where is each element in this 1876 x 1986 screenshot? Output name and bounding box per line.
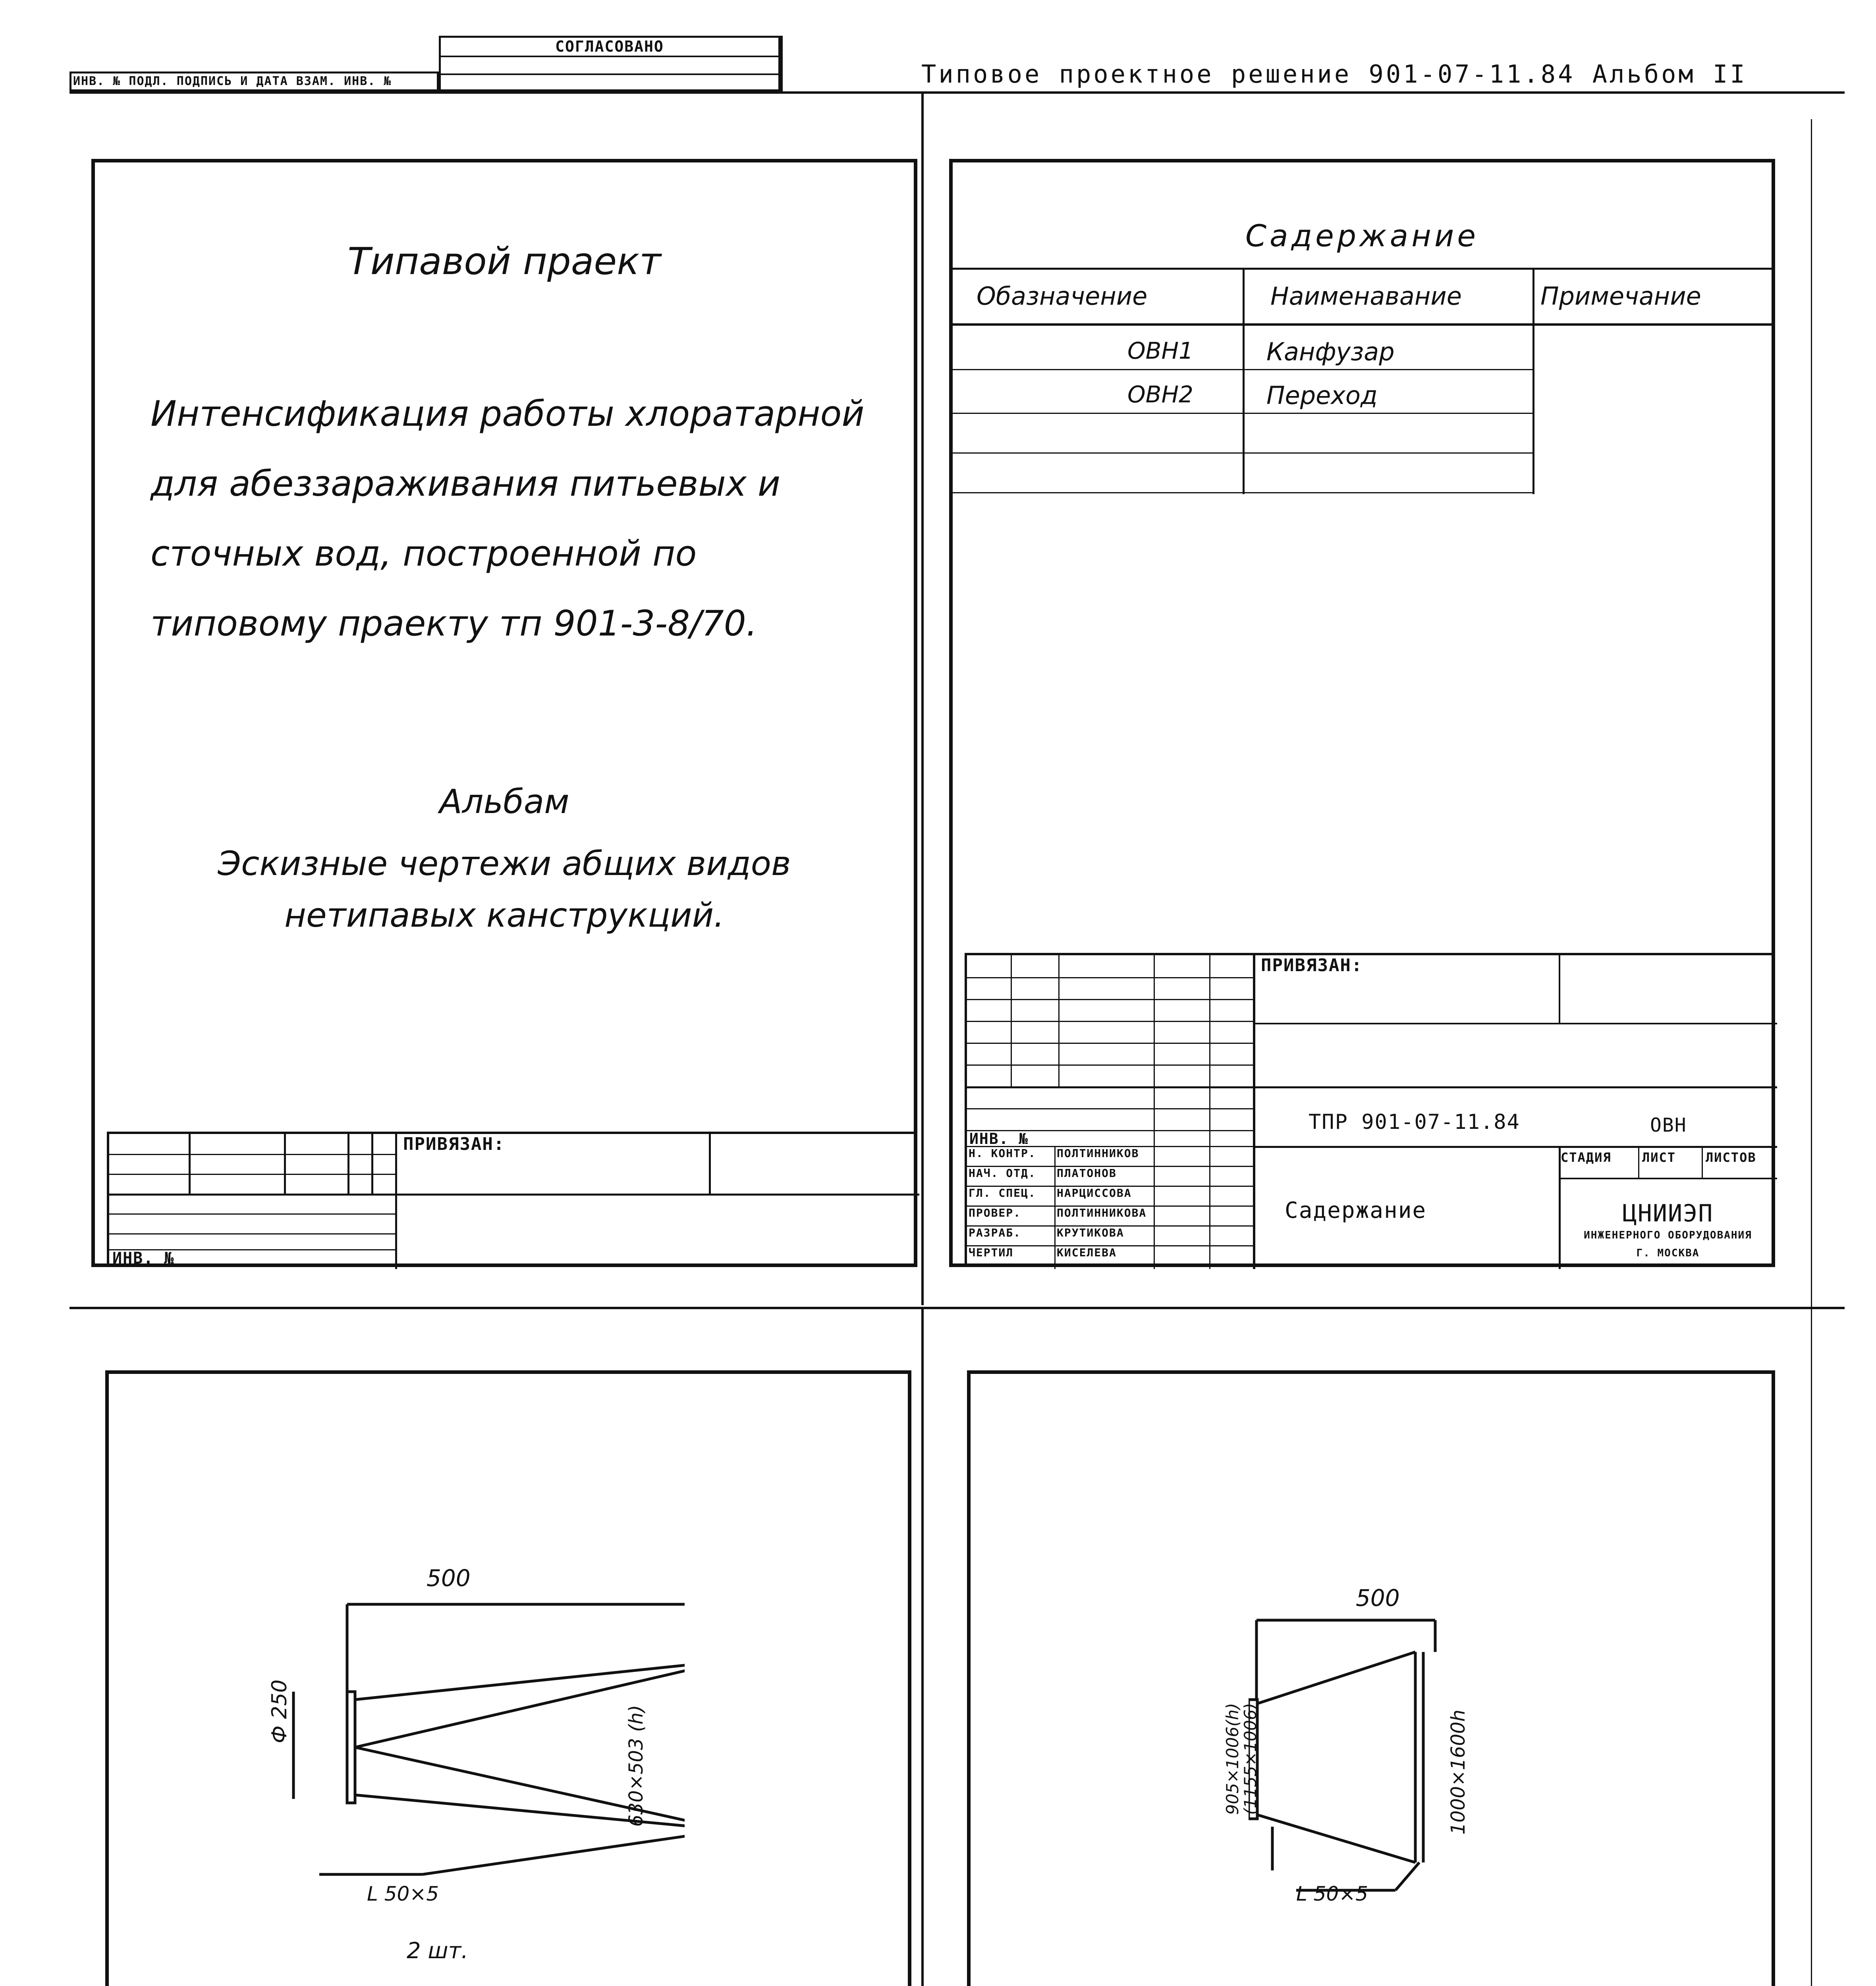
privyazan-label: ПРИВЯЗАН: [403, 1134, 505, 1154]
signer-role: НАЧ. ОТД. [969, 1167, 1036, 1180]
signer-role: ГЛ. СПЕЦ. [969, 1186, 1036, 1200]
konfuzor-qty: 2 шт. [407, 1938, 469, 1964]
signer-role: ПРОВЕР. [969, 1206, 1021, 1219]
konfuzor-sheet-frame [105, 1370, 911, 1986]
signer-role: Н. КОНТР. [969, 1147, 1036, 1160]
album-label: Альбам [439, 782, 569, 821]
page-top-title: Типовое проектное решение 901-07-11.84 Альбом II [921, 60, 1747, 89]
album-desc-line: нетипавых канструкций. [284, 896, 724, 935]
row-name: Канфузар [1266, 337, 1395, 366]
stage-col: СТАДИЯ [1561, 1150, 1612, 1165]
perekhod-drawing [1249, 1573, 1527, 1930]
project-label: Типавой праект [347, 240, 661, 283]
perekhod-dim-left: 905×1006(h) [1223, 1703, 1242, 1815]
row-code: ОВН2 [1127, 381, 1193, 408]
sheet-code: ОВН [1650, 1114, 1687, 1136]
doc-code: ТПР 901-07-11.84 [1309, 1110, 1520, 1134]
album-desc-line: Эскизные чертежи абщих видов [218, 844, 791, 883]
signers-list [969, 1147, 1211, 1266]
sheet-name: Садержание [1285, 1198, 1427, 1223]
privyazan-label: ПРИВЯЗАН: [1261, 955, 1363, 976]
signer-name: ПЛАТОНОВ [1057, 1167, 1117, 1180]
contents-sheet-frame [949, 159, 1775, 1267]
column-header: Наименавание [1270, 282, 1462, 311]
stage-col: ЛИСТОВ [1706, 1150, 1756, 1165]
signer-name: ПОЛТИННИКОВА [1057, 1206, 1147, 1219]
row-code: ОВН1 [1127, 337, 1193, 364]
signer-role: ЧЕРТИЛ [969, 1246, 1014, 1259]
org-subtitle: ИНЖЕНЕРНОГО ОБОРУДОВАНИЯ [1584, 1229, 1752, 1241]
perekhod-dim-right: 1000×1600h [1447, 1710, 1469, 1835]
description-line: сточных вод, построенной по [151, 533, 697, 574]
soglasovano-label: СОГЛАСОВАНО [555, 38, 664, 55]
soglasovano-box [439, 36, 780, 91]
column-header: Обазначение [977, 282, 1148, 311]
row-name: Переход [1266, 381, 1378, 410]
project-description [151, 379, 865, 659]
album-description [95, 838, 914, 941]
description-line: Интенсификация работы хлоратарной [151, 393, 865, 434]
inv-no-label: ИНВ. № [969, 1130, 1029, 1148]
description-line: для абеззараживания питьевых и [151, 463, 781, 504]
signer-name: НАРЦИССОВА [1057, 1186, 1132, 1200]
contents-heading: Садержание [1245, 218, 1479, 253]
perekhod-sheet-frame [967, 1370, 1775, 1986]
stage-col: ЛИСТ [1642, 1150, 1676, 1165]
left-header-strip-text: ИНВ. № ПОДЛ. ПОДПИСЬ И ДАТА ВЗАМ. ИНВ. № [73, 74, 392, 88]
konfuzor-dim-section: 630×503 (h) [625, 1705, 647, 1827]
perekhod-dim-left2: (1155×1006) [1241, 1703, 1260, 1815]
contents-stamp [965, 953, 1775, 1267]
title-sheet-stamp [107, 1132, 917, 1267]
description-line: типовому праекту тп 901-3-8/70. [151, 603, 757, 644]
column-header: Примечание [1540, 282, 1701, 311]
konfuzor-dim-length: 500 [427, 1565, 471, 1592]
konfuzor-angle-label: L 50×5 [367, 1882, 439, 1905]
org-city: Г. МОСКВА [1636, 1247, 1700, 1259]
perekhod-angle-label: L 50×5 [1296, 1882, 1368, 1905]
title-sheet-frame [91, 159, 917, 1267]
signer-name: КИСЕЛЕВА [1057, 1246, 1117, 1259]
signer-name: КРУТИКОВА [1057, 1226, 1124, 1239]
inv-no-label: ИНВ. № [112, 1249, 175, 1267]
signer-role: РАЗРАБ. [969, 1226, 1021, 1239]
org-name: ЦНИИЭП [1622, 1200, 1714, 1227]
konfuzor-dim-diameter: Ф 250 [268, 1679, 291, 1743]
perekhod-dim-length: 500 [1356, 1584, 1400, 1611]
left-header-strip [69, 71, 439, 91]
signer-name: ПОЛТИННИКОВ [1057, 1147, 1139, 1160]
